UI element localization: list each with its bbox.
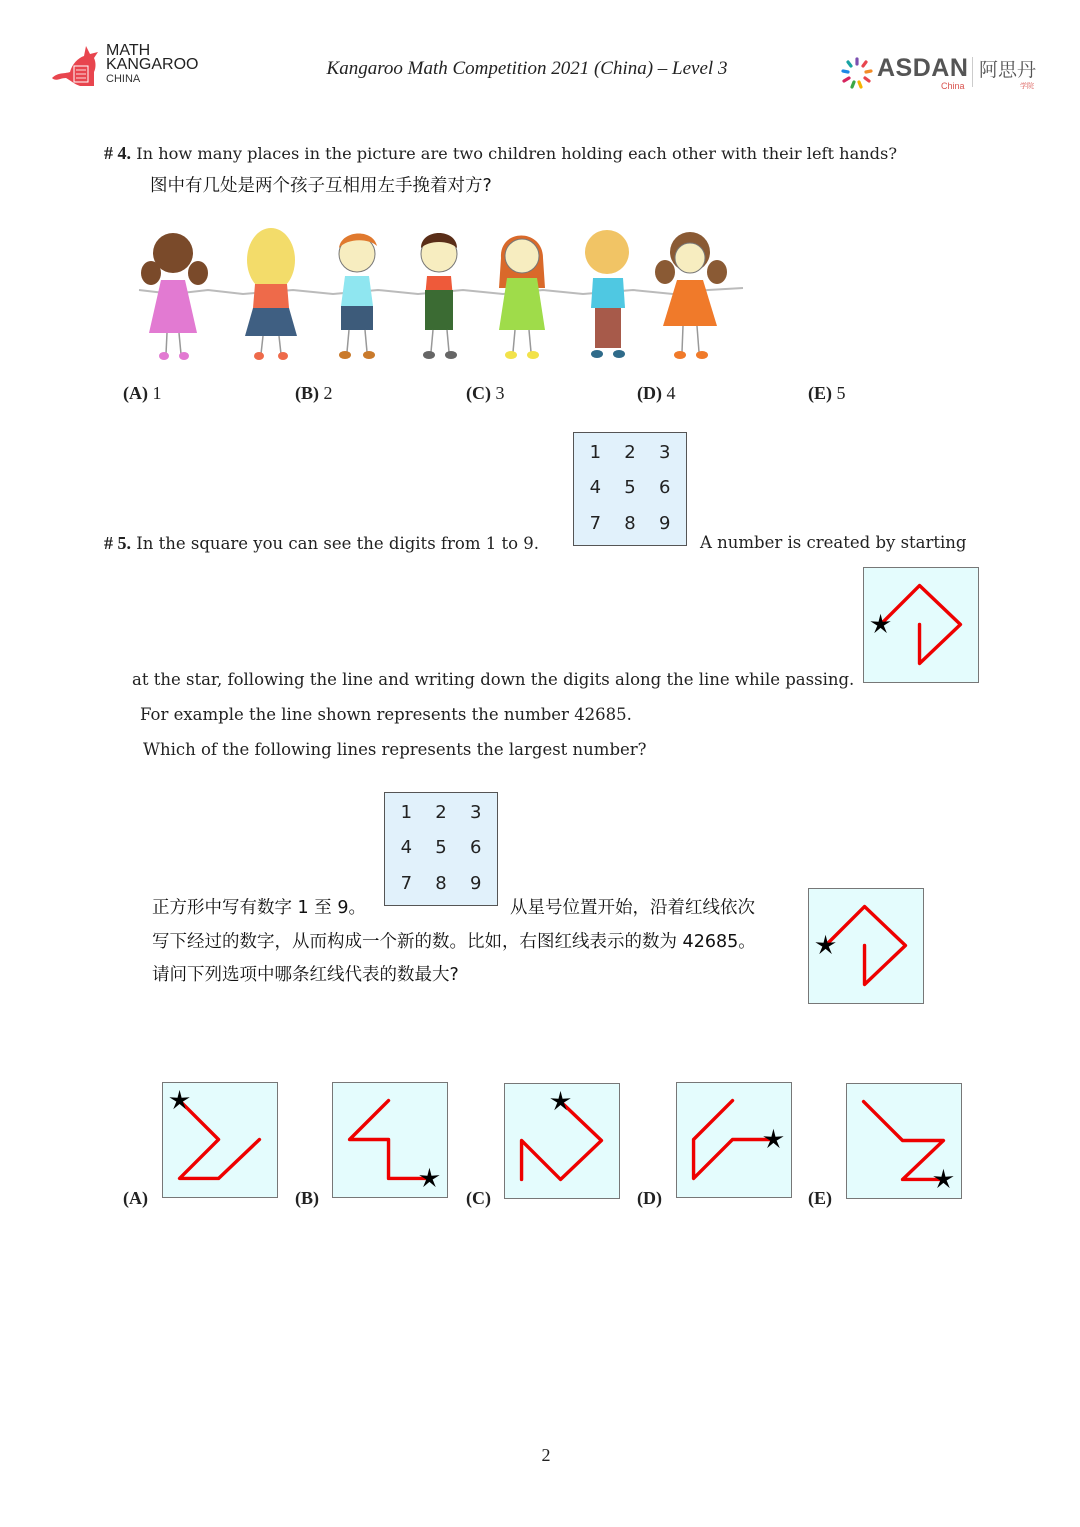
q4-option-a[interactable] [123, 383, 162, 404]
option-letter: (C) [466, 1188, 491, 1208]
digit-cell: 7 [589, 512, 602, 534]
q5-text-en-3: at the star, following the line and writing down the digits along the line while passing. [132, 670, 855, 689]
q5-option-a-label[interactable] [123, 1188, 148, 1209]
digit-cell: 2 [435, 802, 447, 824]
red-path-line [881, 586, 961, 664]
q5-text-en-1: In the square you can see the digits from 1 to 9. [136, 534, 540, 553]
q4-text-en: In how many places in the picture are two children holding each other with their left hands? [136, 144, 898, 163]
red-path-line [350, 1101, 430, 1179]
option-letter: (E) [808, 1188, 832, 1208]
option-letter: (D) [637, 383, 662, 403]
path-figure [809, 889, 922, 1002]
red-path-line [522, 1102, 602, 1180]
q5-text-en-2: A number is created by starting [700, 533, 967, 552]
q5-text-cn-1: 正方形中写有数字 1 至 9。 [152, 898, 366, 918]
path-figure [505, 1084, 618, 1197]
digit-cell: 7 [400, 872, 413, 894]
q5-option-c-figure[interactable] [504, 1083, 620, 1199]
header-title-text: Kangaroo Math Competition 2021 (China) – Level 3 [326, 58, 728, 79]
child-3 [339, 233, 377, 359]
q5-option-b-label[interactable] [295, 1188, 319, 1209]
q5-prompt-en-line1 [104, 533, 539, 554]
digit-cell: 3 [469, 802, 482, 824]
q4-option-b[interactable] [295, 383, 333, 404]
option-letter: (A) [123, 1188, 148, 1208]
q5-option-e-figure[interactable] [846, 1083, 962, 1199]
q5-text-en-5: Which of the following lines represents the largest number? [143, 740, 647, 759]
digit-cell: 3 [658, 442, 671, 464]
example-path-figure-cn [808, 888, 924, 1004]
q5-option-d-label[interactable] [637, 1188, 662, 1209]
q5-text-en-4: For example the line shown represents the number 42685. [140, 705, 632, 724]
digit-cell: 6 [658, 477, 671, 499]
red-path-line [826, 907, 906, 985]
digit-cell: 1 [589, 442, 602, 464]
q5-option-d-figure[interactable] [676, 1082, 792, 1198]
q5-text-cn-3: 写下经过的数字，从而构成一个新的数。比如，右图红线表示的数为 42685。 [152, 932, 756, 952]
option-value: 1 [152, 383, 162, 403]
asdan-logo [840, 54, 1040, 94]
page-number: 2 [541, 1445, 551, 1465]
q5-text-cn-2: 从星号位置开始，沿着红线依次 [510, 898, 755, 918]
logo-line-kangaroo: KANGAROO [106, 56, 199, 73]
q4-text-cn: 图中有几处是两个孩子互相用左手挽着对方? [150, 176, 492, 196]
q5-text-cn-4: 请问下列选项中哪条红线代表的数最大? [152, 965, 459, 985]
digit-cell: 6 [469, 837, 482, 859]
logo-line-china: CHINA [106, 73, 141, 85]
digit-cell: 8 [624, 512, 636, 534]
option-letter: (E) [808, 383, 832, 403]
q5-number: # 5. [104, 533, 131, 553]
path-figure [333, 1083, 446, 1196]
option-letter: (A) [123, 383, 148, 403]
option-letter: (D) [637, 1188, 662, 1208]
q4-option-d[interactable] [637, 383, 676, 404]
example-path-figure-en [863, 567, 979, 683]
children-holding-hands-illustration [133, 218, 748, 366]
digit-grid-cn [384, 792, 498, 906]
asdan-chinese-name: 阿思丹 [979, 59, 1037, 81]
q4-option-e[interactable] [808, 383, 846, 404]
q5-option-e-label[interactable] [808, 1188, 832, 1209]
digit-cell: 9 [658, 512, 671, 534]
path-figure [163, 1083, 276, 1196]
digit-cell: 5 [435, 837, 447, 859]
option-value: 4 [666, 383, 676, 403]
digit-cell: 9 [469, 872, 482, 894]
digit-cell: 8 [435, 872, 447, 894]
option-value: 5 [836, 383, 846, 403]
q4-prompt-en [104, 143, 897, 164]
red-path-line [694, 1101, 774, 1179]
option-value: 3 [495, 383, 505, 403]
path-figure [864, 568, 977, 681]
child-4 [421, 233, 457, 359]
asdan-wordmark: ASDAN [877, 54, 969, 82]
red-path-line [864, 1102, 944, 1180]
q5-option-c-label[interactable] [466, 1188, 491, 1209]
child-1 [141, 233, 208, 360]
child-5 [499, 236, 545, 360]
logo-line-math: MATH [106, 42, 151, 59]
digit-cell: 1 [400, 802, 413, 824]
digit-cell: 5 [624, 477, 636, 499]
q5-option-a-figure[interactable] [162, 1082, 278, 1198]
q4-option-c[interactable] [466, 383, 505, 404]
option-letter: (B) [295, 1188, 319, 1208]
asdan-flower-icon [840, 56, 874, 90]
option-letter: (B) [295, 383, 319, 403]
digit-grid-en [573, 432, 687, 546]
red-path-line [180, 1101, 260, 1179]
option-value: 2 [323, 383, 333, 403]
q5-option-b-figure[interactable] [332, 1082, 448, 1198]
path-figure [677, 1083, 790, 1196]
path-figure [847, 1084, 960, 1197]
digit-cell: 2 [624, 442, 636, 464]
option-letter: (C) [466, 383, 491, 403]
digit-cell: 4 [589, 477, 602, 499]
child-7 [655, 232, 727, 359]
q4-number: # 4. [104, 143, 131, 163]
asdan-china-label: China [941, 81, 965, 91]
digit-cell: 4 [400, 837, 413, 859]
asdan-chinese-sub: 学院 [1020, 82, 1034, 90]
logo-divider [972, 57, 973, 87]
